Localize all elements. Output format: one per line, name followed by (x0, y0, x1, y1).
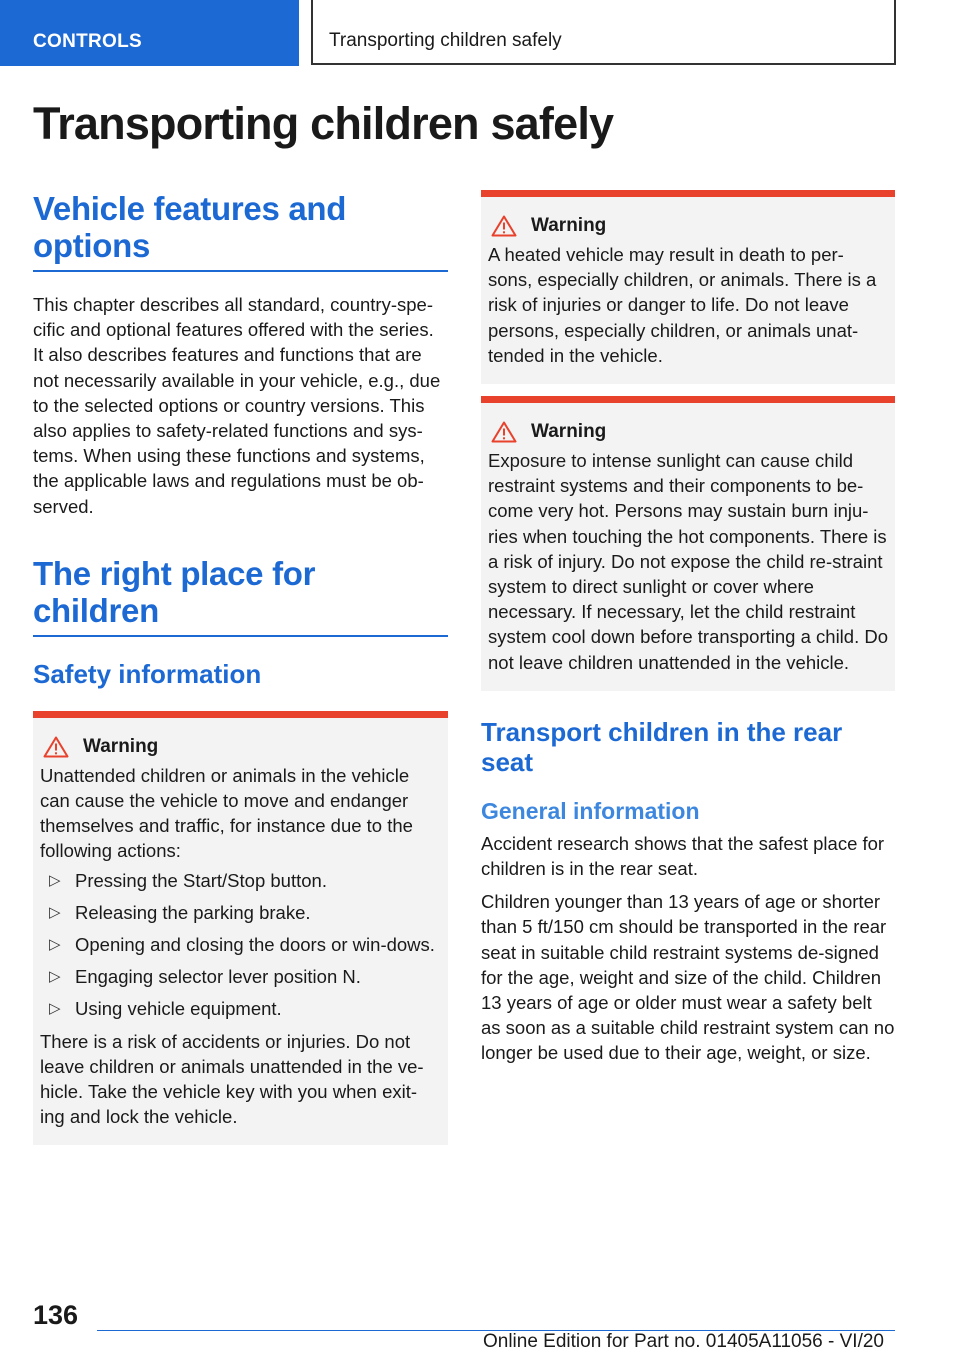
list-item: ▷ Engaging selector lever position N. (40, 964, 441, 989)
warning-intro: Unattended children or animals in the vehicle can cause the vehicle to move and endanger themselves and traffic, for instance due to the following actions: (40, 764, 413, 862)
bullet-triangle-icon: ▷ (49, 1000, 61, 1018)
list-item: ▷ Opening and closing the doors or win-dows. (40, 932, 441, 957)
general-paragraph-1: Accident research shows that the safest place for children is in the rear seat. (481, 832, 885, 880)
bullet-triangle-icon: ▷ (49, 968, 61, 986)
list-item: ▷ Pressing the Start/Stop button. (40, 868, 441, 893)
warning-title: Warning (531, 215, 607, 236)
list-item: ▷ Using vehicle equipment. (40, 996, 441, 1021)
right-place-heading: The right place for children (33, 555, 448, 637)
general-paragraph-2: Children younger than 13 years of age or shorter than 5 ft/150 cm should be transported in the rear seat in suitable child restraint systems de-signed for the age, weight and size of the child. Children 13 years of age or older must wear a safety belt as soon as a suitable child restraint system can no longer be used due to their age, weight, or size. (481, 891, 895, 1064)
warning-text: A heated vehicle may result in death to per-sons, especially children, or animals. There is a risk of injuries or danger to life. Do not leave persons, especially children, or animals unat-tended in the vehicle. (488, 244, 877, 366)
bullet-triangle-icon: ▷ (49, 903, 61, 921)
warning-triangle-icon (491, 215, 517, 237)
header-chapter-title: Transporting children safely (311, 0, 896, 65)
page-title: Transporting children safely (33, 98, 614, 149)
warning-action-list (40, 868, 441, 1022)
header-section-tab: CONTROLS (0, 0, 299, 66)
warning-box-unattended (33, 711, 448, 1146)
page-number: 136 (33, 1300, 79, 1330)
warning-outro: There is a risk of accidents or injuries. Do not leave children or animals unattended in the ve-hicle. Take the vehicle key with you when exit-ing and lock the vehicle. (40, 1030, 424, 1128)
list-item: ▷ Releasing the parking brake. (40, 900, 441, 925)
warning-triangle-icon (491, 421, 517, 443)
safety-information-heading: Safety information (33, 658, 262, 689)
bullet-triangle-icon: ▷ (49, 871, 61, 889)
right-column (481, 190, 895, 1066)
warning-text: Exposure to intense sunlight can cause child restraint systems and their components to be-come very hot. Persons may sustain burn inju-ries when touching the hot components. There is a risk of injury. Do not expose the child re-straint system to direct sunlight or cover where necessary. If necessary, let the child restraint system cool down before transporting a child. Do not leave children unattended in the vehicle. (488, 450, 889, 673)
bullet-triangle-icon: ▷ (49, 936, 61, 954)
warning-box-sunlight (481, 396, 895, 691)
vehicle-features-paragraph: This chapter describes all standard, country-spe-cific and optional features offered with the series. It also describes features and functions that are not necessarily available in your vehicle, e.g., due to the selected options or country versions. This also applies to safety-related functions and sys-tems. When using these functions and systems, the applicable laws and regulations must be ob-served. (33, 294, 441, 517)
vehicle-features-heading: Vehicle features and options (33, 190, 448, 272)
warning-box-heated-vehicle (481, 190, 895, 384)
warning-title: Warning (531, 421, 607, 443)
warning-triangle-icon (43, 736, 69, 758)
footer-edition: Online Edition for Part no. 01405A11056 - VI/20 (482, 1331, 884, 1352)
left-column (33, 190, 448, 1145)
general-information-heading: General information (481, 797, 700, 824)
warning-title: Warning (83, 735, 159, 757)
rear-seat-heading: Transport children in the rear seat (481, 716, 843, 777)
